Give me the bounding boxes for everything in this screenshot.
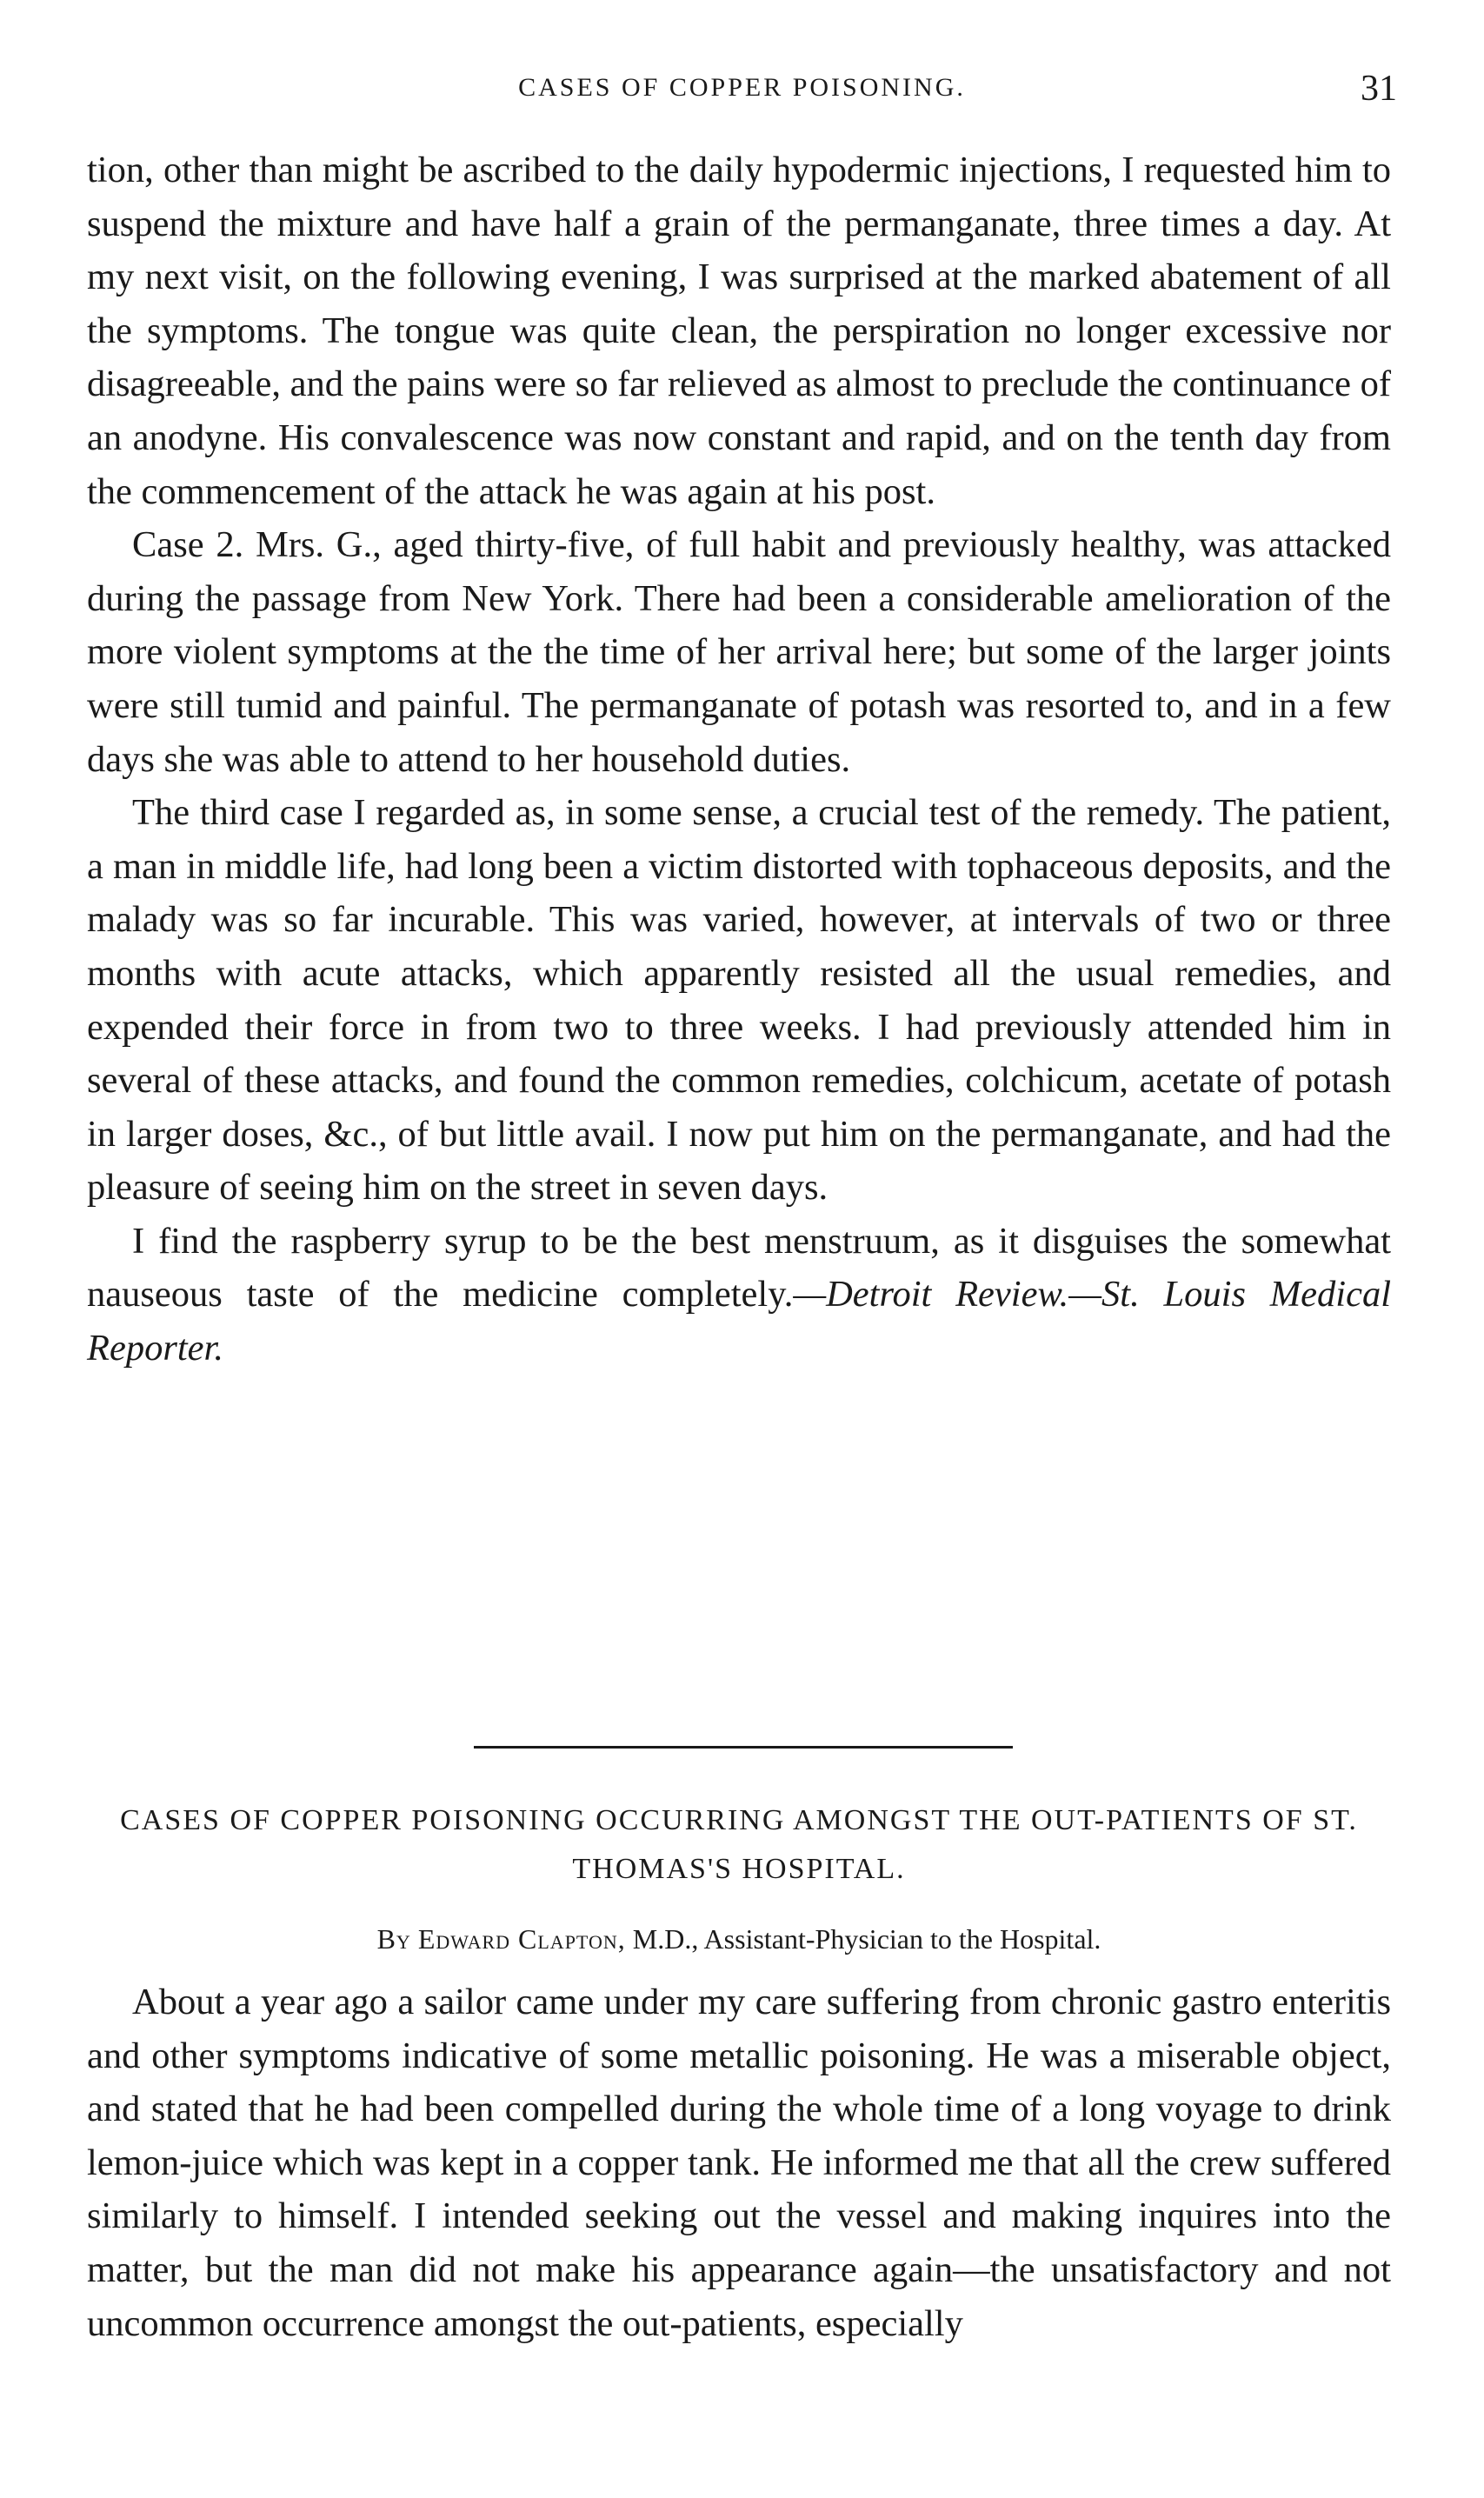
running-title: CASES OF COPPER POISONING. [518, 73, 966, 102]
article-byline [87, 1922, 1391, 1956]
paragraph-conclusion [87, 1215, 1391, 1376]
page-number: 31 [1361, 69, 1397, 109]
running-head [87, 68, 1397, 120]
paragraph-case-3: The third case I regarded as, in some sense, a crucial test of the remedy. The patient, a man in middle life, had long been a victim distorted with tophaceous deposits, and the malady was so far incurable. This was varied, however, at intervals of two or three months with acute attacks, which apparently resisted all the usual remedies, and expended their force in from two to three weeks. I had previously attended him in several of these attacks, and found the common remedies, colchicum, acetate of potash in larger doses, &c., of but little avail. I now put him on the permanganate, and had the pleasure of seeing him on the street in seven days. [87, 792, 1391, 1209]
source-citation: —Detroit Review.—St. Louis Medical Reporter. [87, 1274, 1392, 1369]
conclusion-text: I find the raspberry syrup to be the best menstruum, as it disguises the somewhat nauseous taste of the medicine completely. [87, 1220, 1391, 1316]
paragraph-continuation: tion, other than might be ascribed to the daily hypodermic injections, I requested him to suspend the mixture and have half a grain of the permanganate, three times a day. At my next visit, on the following evening, I was surprised at the marked abatement of all the symptoms. The tongue was quite clean, the perspiration no longer excessive nor disagreeable, and the pains were so far relieved as almost to preclude the continuance of an anodyne. His convalescence was now constant and rapid, and on the tenth day from the commencement of the attack he was again at his post. [87, 150, 1391, 512]
paragraph-sailor-case: About a year ago a sailor came under my care suffering from chronic gastro enteritis and other symptoms indicative of some metallic poisoning. He was a miserable object, and stated that he had been compelled during the whole time of a long voyage to drink lemon-juice which was kept in a copper tank. He informed me that all the crew suffered similarly to himself. I intended seeking out the vessel and making inquires into the matter, but the man did not make his appearance again—the unsatisfactory and not uncommon occurrence amongst the out-patients, especially [87, 1982, 1391, 2344]
byline-prefix: By [376, 1923, 411, 1955]
continued-article-text [87, 143, 1391, 1376]
section-divider [474, 1746, 1013, 1749]
byline-suffix: M.D., Assistant-Physician to the Hospital. [632, 1923, 1101, 1955]
article-title: CASES OF COPPER POISONING OCCURRING AMONGST THE OUT-PATIENTS OF ST. THOMAS'S HOSPITAL. [120, 1804, 1358, 1885]
article-body [87, 1975, 1391, 2350]
byline-author: Edward Clapton, [417, 1923, 626, 1955]
paragraph-case-2: Case 2. Mrs. G., aged thirty-five, of full habit and previously healthy, was attacked during the passage from New York. There had been a considerable amelioration of the more violent symptoms at the the time of her arrival here; but some of the larger joints were still tumid and painful. The permanganate of potash was resorted to, and in a few days she was able to attend to her household duties. [87, 524, 1391, 780]
